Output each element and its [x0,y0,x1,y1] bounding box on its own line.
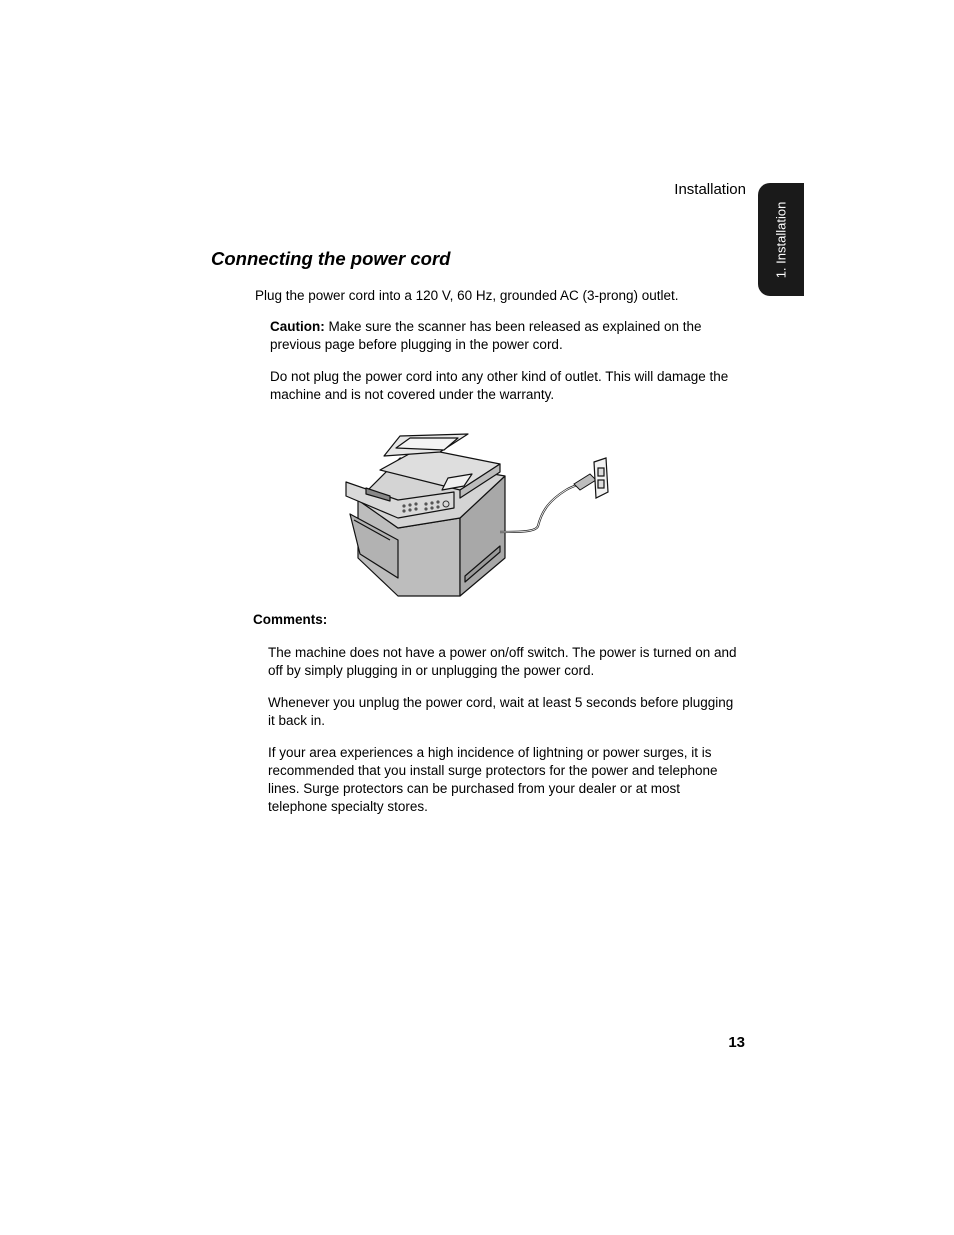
caution-label: Caution: [270,319,325,334]
chapter-tab [758,183,804,296]
comment-item: If your area experiences a high incidence of lightning or power surges, it is recommended that you install surge protectors for the power and telephone lines. Surge protectors can be purchased from your dealer or at most telephone specialty stores. [268,745,718,814]
machine-power-cord-illustration [340,428,620,600]
chapter-tab-label: 1. Installation [773,201,789,278]
comments-heading: Comments: [253,612,328,627]
warning-paragraph: Do not plug the power cord into any other kind of outlet. This will damage the machine and is not covered under the warranty. [270,369,729,402]
comment-item: The machine does not have a power on/off switch. The power is turned on and off by simply plugging in or unplugging the power cord. [268,645,737,678]
caution-text: Make sure the scanner has been released as explained on the previous page before plugging in the power cord. [270,319,702,352]
section-title: Connecting the power cord [211,248,451,269]
running-header: Installation [674,181,746,198]
page-number: 13 [728,1034,745,1051]
caution-paragraph [270,318,740,354]
comment-item: Whenever you unplug the power cord, wait at least 5 seconds before plugging it back in. [268,695,734,728]
intro-paragraph: Plug the power cord into a 120 V, 60 Hz, grounded AC (3-prong) outlet. [255,288,679,303]
